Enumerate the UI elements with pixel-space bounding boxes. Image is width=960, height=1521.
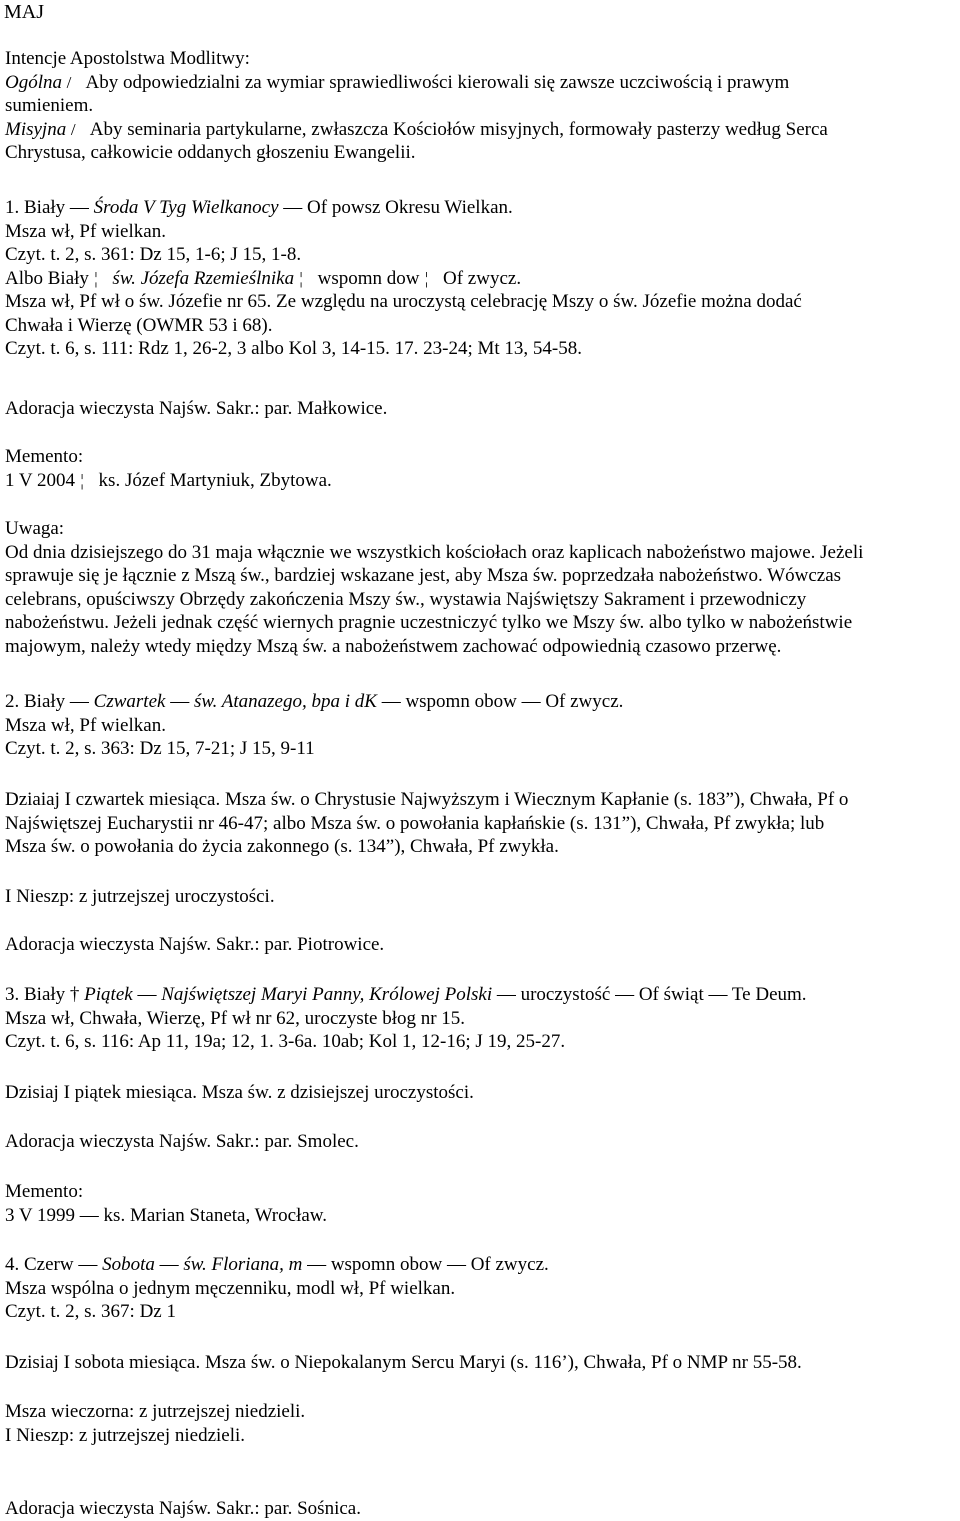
- page-title: MAJ: [4, 1, 45, 23]
- separator-bar: ¦: [424, 268, 429, 288]
- day-4-evening: [5, 1400, 950, 1447]
- day-4-mass: Msza wspólna o jednym męczenniku, modl wł, Pf wielkan.: [5, 1277, 456, 1299]
- general-label: Ogólna: [5, 71, 62, 93]
- day-2-adoration: Adoracja wieczysta Najśw. Sakr.: par. Piotrowice.: [5, 934, 385, 955]
- day-1-adoration: Adoracja wieczysta Najśw. Sakr.: par. Małkowice.: [5, 398, 388, 419]
- day-4-section: [5, 1253, 950, 1324]
- day-1-header: 1. Biały — Środa V Tyg Wielkanocy — Of powsz Okresu Wielkan.: [5, 197, 513, 218]
- intentions-section: [5, 47, 950, 165]
- mission-intention: Misyjna / Aby seminaria partykularne, zwłaszcza Kościołów misyjnych, formowały pasterzy według Serca: [5, 118, 828, 140]
- day-3-memento: [5, 1180, 950, 1227]
- day-1-readings: Czyt. t. 2, s. 361: Dz 15, 1-6; J 15, 1-8.: [5, 244, 302, 265]
- day-1-alternative: Albo Biały ¦ św. Józefa Rzemieślnika ¦ wspomn dow ¦ Of zwycz.: [5, 267, 522, 289]
- general-intention: Ogólna / Aby odpowiedzialni za wymiar sprawiedliwości kierowali się zawsze uczciwością i prawym: [5, 71, 790, 93]
- day-1-section: [5, 196, 950, 361]
- day-4-header: 4. Czerw — Sobota — św. Floriana, m — wspomn obow — Of zwycz.: [5, 1254, 549, 1275]
- day-3-section: [5, 983, 950, 1054]
- cross-icon: †: [69, 984, 80, 1005]
- day-1-memento: [5, 445, 950, 492]
- day-3-mass: Msza wł, Chwała, Wierzę, Pf wł nr 62, uroczyste błog nr 15.: [5, 1007, 466, 1029]
- memento-entry: 1 V 2004 ¦ ks. Józef Martyniuk, Zbytowa.: [5, 469, 332, 491]
- memento-label: Memento:: [5, 446, 84, 467]
- day-3-note: Dzisiaj I piątek miesiąca. Msza św. z dzisiejszej uroczystości.: [5, 1082, 474, 1103]
- day-1-note-1: Msza wł, Pf wł o św. Józefie nr 65. Ze względu na uroczystą celebrację Mszy o św. Józefie można dodać: [5, 291, 802, 312]
- day-3-header: 3. Biały † Piątek — Najświętszej Maryi Panny, Królowej Polski — uroczystość — Of świąt — Te Deum.: [5, 984, 807, 1005]
- general-intention-cont: sumieniem.: [5, 95, 94, 116]
- day-4-vespers: I Nieszp: z jutrzejszej niedzieli.: [5, 1424, 246, 1446]
- day-2-readings: Czyt. t. 2, s. 363: Dz 15, 7-21; J 15, 9-11: [5, 738, 315, 759]
- day-3-readings: Czyt. t. 6, s. 116: Ap 11, 19a; 12, 1. 3-6a. 10ab; Kol 1, 12-16; J 19, 25-27.: [5, 1031, 566, 1052]
- day-4-adoration: Adoracja wieczysta Najśw. Sakr.: par. Sośnica.: [5, 1498, 361, 1519]
- day-2-header: 2. Biały — Czwartek — św. Atanazego, bpa i dK — wspomn obow — Of zwycz.: [5, 691, 624, 712]
- memento-label: Memento:: [5, 1181, 84, 1202]
- day-2-mass: Msza wł, Pf wielkan.: [5, 714, 166, 736]
- day-2-section: [5, 690, 950, 761]
- mission-label: Misyjna: [5, 118, 67, 140]
- mission-intention-cont: Chrystusa, całkowicie oddanych głoszeniu Ewangelii.: [5, 142, 416, 163]
- day-2-notes: Dziaiaj I czwartek miesiąca. Msza św. o Chrystusie Najwyższym i Wiecznym Kapłanie (s. 183”), Chwała, Pf o Najświętszej Eucharystii nr 46-47; albo Msza św. o powołania kapłańskie (s. 131”), Chwała, Pf zwykła; lub Msza św. o powołania do życia zakonnego (s. 134”), Chwała, Pf zwykła.: [5, 789, 849, 857]
- day-1-mass: Msza wł, Pf wielkan.: [5, 220, 166, 242]
- separator-bar: ¦: [80, 470, 84, 490]
- day-1-readings-2: Czyt. t. 6, s. 111: Rdz 1, 26-2, 3 albo Kol 3, 14-15. 17. 23-24; Mt 13, 54-58.: [5, 338, 583, 359]
- memento-entry: 3 V 1999 — ks. Marian Staneta, Wrocław.: [5, 1204, 328, 1226]
- separator-bar: ¦: [299, 268, 303, 288]
- intentions-heading: Intencje Apostolstwa Modlitwy:: [5, 48, 250, 69]
- separator-slash: /: [66, 72, 72, 92]
- day-4-readings: Czyt. t. 2, s. 367: Dz 1: [5, 1301, 176, 1322]
- day-3-adoration: Adoracja wieczysta Najśw. Sakr.: par. Smolec.: [5, 1131, 359, 1152]
- day-4-note: Dzisiaj I sobota miesiąca. Msza św. o Niepokalanym Sercu Maryi (s. 116’), Chwała, Pf o NMP nr 55-58.: [5, 1352, 802, 1373]
- separator-slash: /: [70, 119, 76, 139]
- separator-bar: ¦: [94, 268, 98, 288]
- day-1-note-2: Chwała i Wierzę (OWMR 53 i 68).: [5, 314, 273, 336]
- uwaga-label: Uwaga:: [5, 518, 65, 539]
- day-2-vespers: I Nieszp: z jutrzejszej uroczystości.: [5, 886, 275, 907]
- day-4-evening-mass: Msza wieczorna: z jutrzejszej niedzieli.: [5, 1401, 306, 1422]
- day-1-uwaga: Uwaga: Od dnia dzisiejszego do 31 maja włącznie we wszystkich kościołach oraz kaplicach nabożeństwo majowe. Jeżeli sprawuje się je łącznie z Mszą św., bardziej wskazane jest, aby Msza św. poprzedzała nabożeństwo. Wówczas celebrans, opuściwszy Obrzędy zakończenia Mszy św., wystawia Najświętszy Sakrament i przewodniczy nabożeństwu. Jeżeli jednak część wiernych pragnie uczestniczyć tylko we Mszy św. albo tylko w nabożeństwie majowym, należy wtedy między Mszą św. a nabożeństwem zachować odpowiednią czasowo przerwę.: [5, 517, 950, 658]
